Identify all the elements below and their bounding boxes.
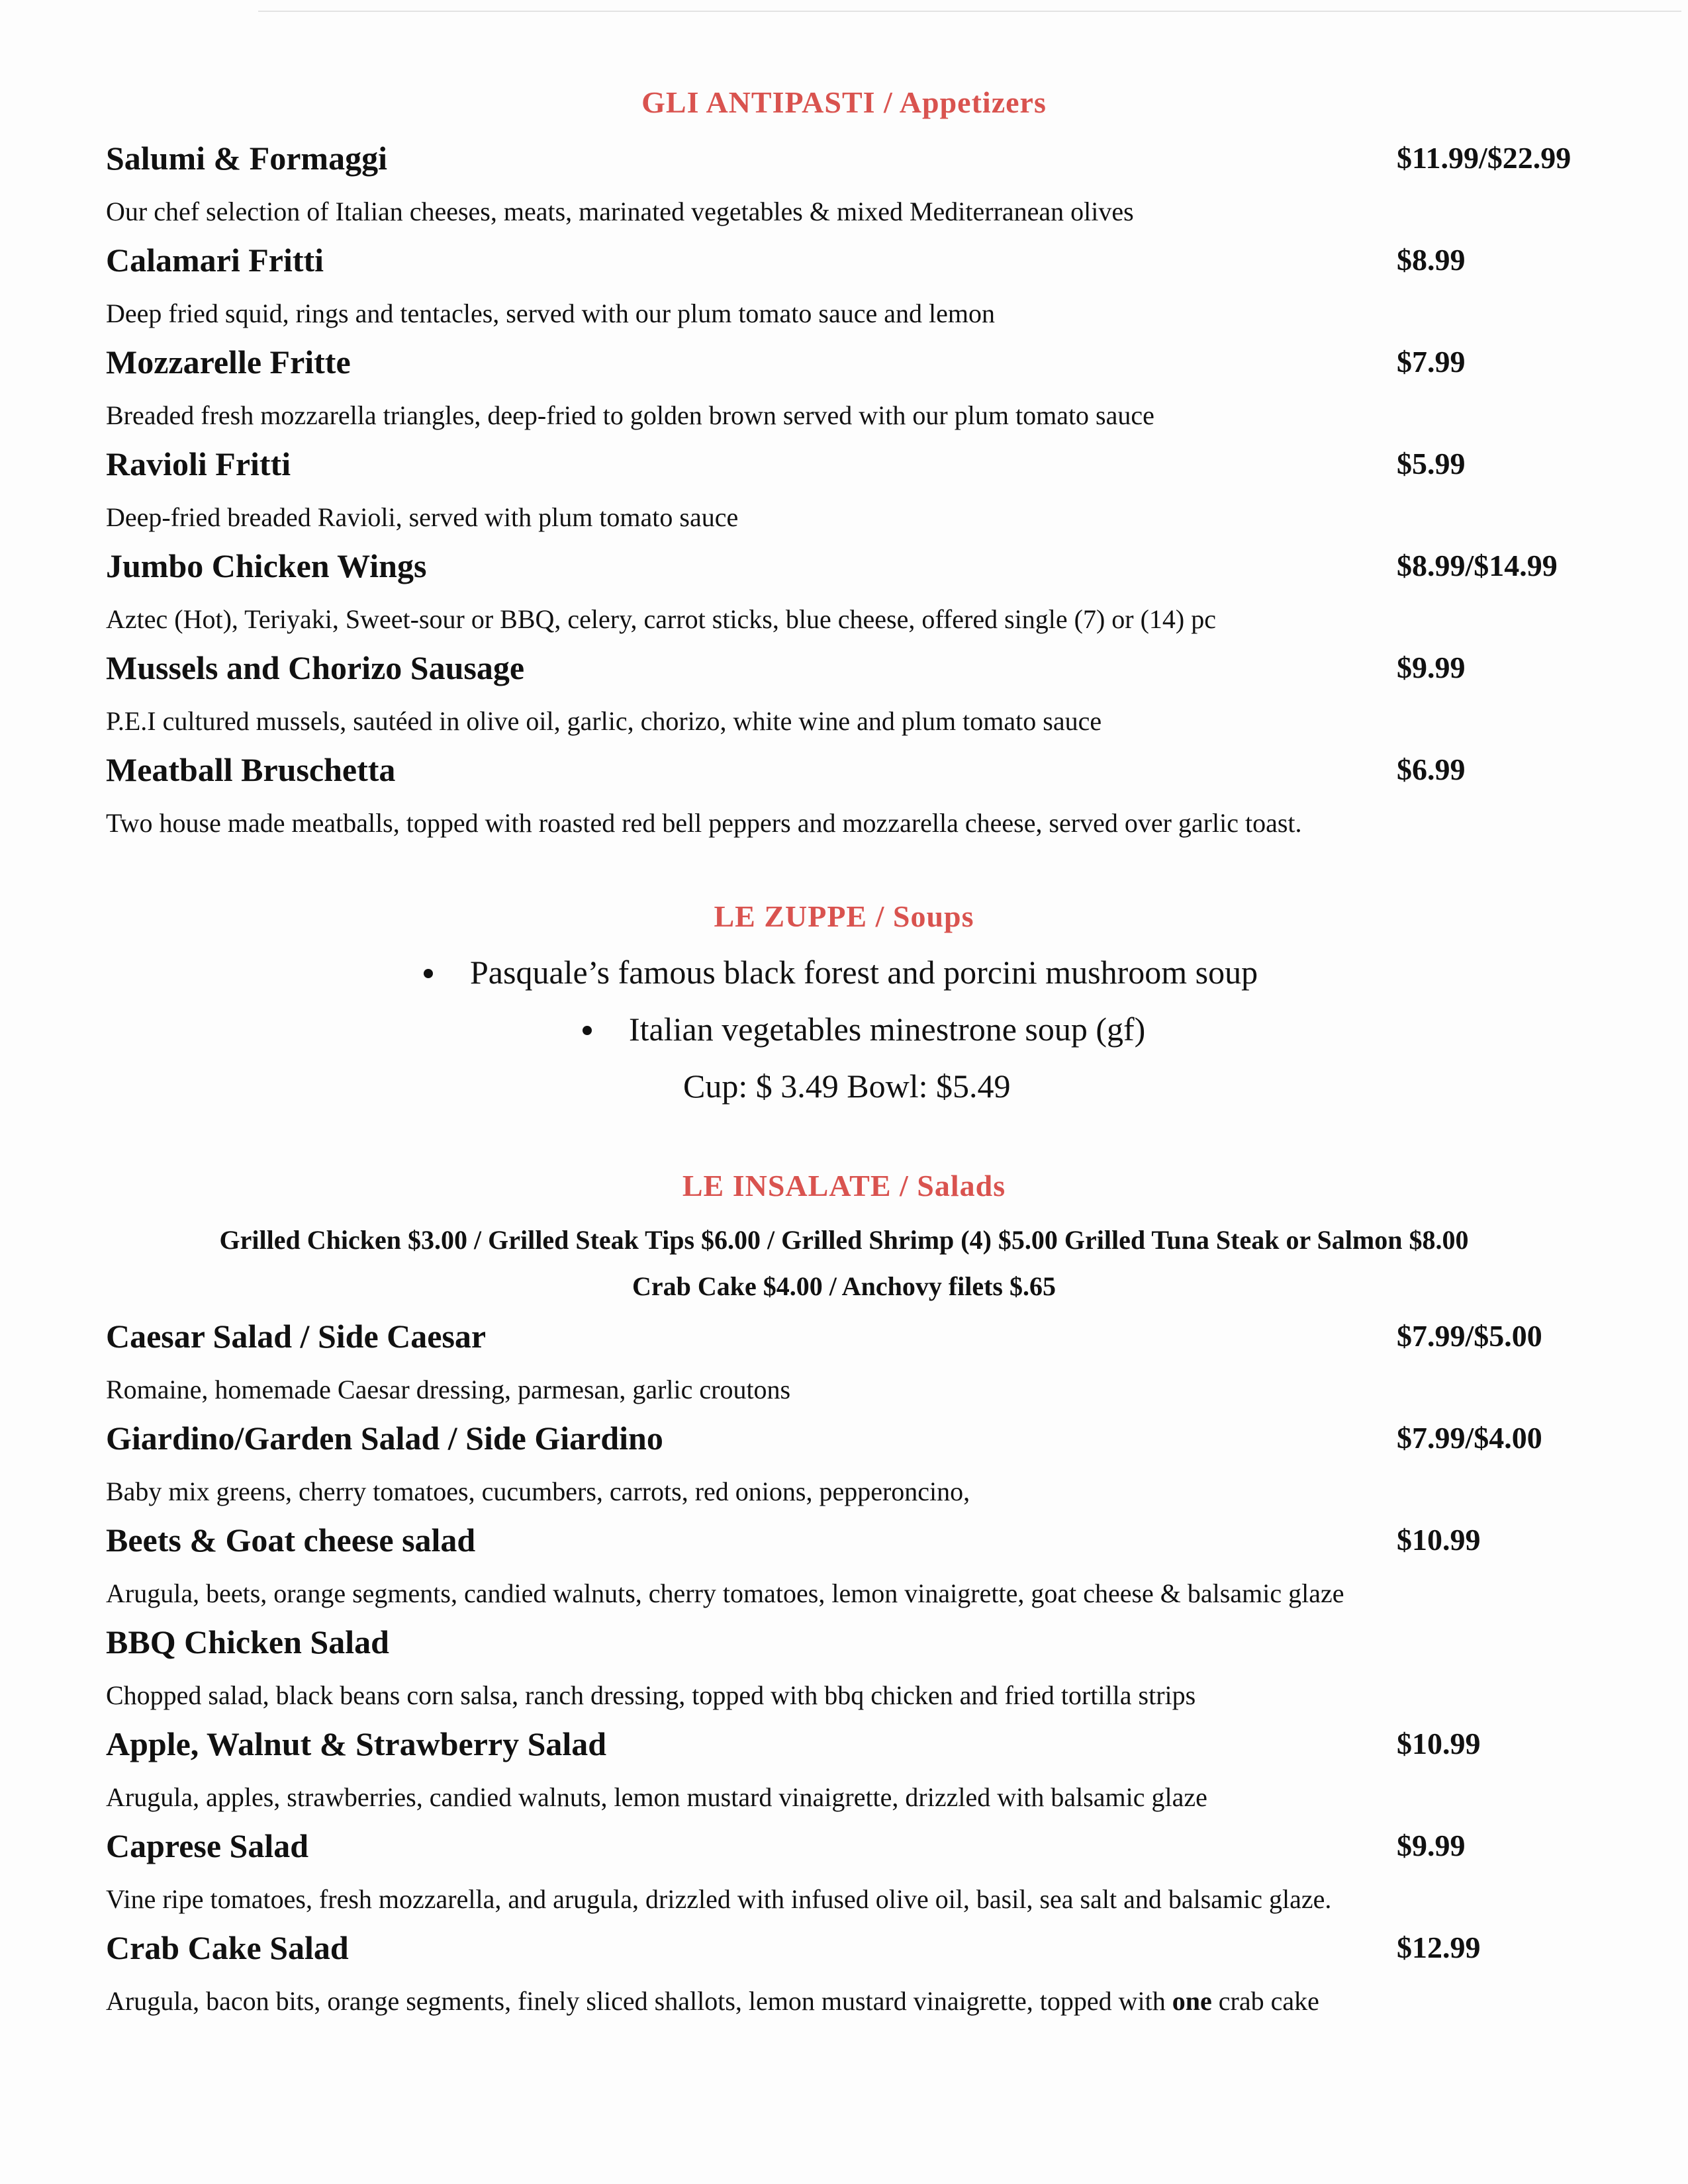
menu-item-description: Aztec (Hot), Teriyaki, Sweet-sour or BBQ, celery, carrot sticks, blue cheese, offered single (7) or (14) pc	[106, 604, 1216, 634]
menu-item-description: Our chef selection of Italian cheeses, meats, marinated vegetables & mixed Mediterranean olives	[106, 197, 1134, 226]
menu-item-description: P.E.I cultured mussels, sautéed in olive oil, garlic, chorizo, white wine and plum tomato sauce	[106, 706, 1102, 736]
menu-item-description	[106, 1985, 1319, 2017]
soup-name: Italian vegetables minestrone soup (gf)	[629, 1011, 1146, 1048]
menu-item-price: $9.99	[1397, 651, 1466, 684]
menu-item-price: $5.99	[1397, 447, 1466, 480]
salads-title: LE INSALATE / Salads	[682, 1169, 1006, 1203]
menu-item-name: Mozzarelle Fritte	[106, 343, 351, 381]
desc-text: Arugula, bacon bits, orange segments, finely sliced shallots, lemon mustard vinaigrette, topped with	[106, 1986, 1172, 2016]
soups-title: LE ZUPPE / Soups	[714, 899, 974, 933]
menu-item-name: Apple, Walnut & Strawberry Salad	[106, 1725, 607, 1762]
menu-item-description: Vine ripe tomatoes, fresh mozzarella, and arugula, drizzled with infused olive oil, basil, sea salt and balsamic glaze.	[106, 1884, 1332, 1914]
menu-item-name: Salumi & Formaggi	[106, 140, 387, 177]
menu-item-name: Mussels and Chorizo Sausage	[106, 649, 525, 686]
menu-item-price: $7.99/$4.00	[1397, 1421, 1542, 1455]
menu-item-price: $6.99	[1397, 752, 1466, 786]
desc-text: crab cake	[1211, 1986, 1319, 2016]
menu-item-description: Romaine, homemade Caesar dressing, parmesan, garlic croutons	[106, 1375, 791, 1404]
menu-item-price: $8.99/$14.99	[1397, 549, 1558, 582]
menu-item-description: Chopped salad, black beans corn salsa, ranch dressing, topped with bbq chicken and fried tortilla strips	[106, 1680, 1196, 1710]
soup-pricing: Cup: $ 3.49 Bowl: $5.49	[683, 1068, 1011, 1105]
menu-item-price: $8.99	[1397, 243, 1466, 277]
menu-item-price: $9.99	[1397, 1829, 1466, 1862]
menu-item-price: $10.99	[1397, 1523, 1481, 1557]
menu-item-name: Ravioli Fritti	[106, 445, 291, 482]
menu-item-description: Arugula, apples, strawberries, candied walnuts, lemon mustard vinaigrette, drizzled with balsamic glaze	[106, 1782, 1207, 1812]
menu-item-price: $7.99/$5.00	[1397, 1319, 1542, 1353]
menu-item-description: Deep-fried breaded Ravioli, served with plum tomato sauce	[106, 502, 739, 532]
menu-item-name: Caprese Salad	[106, 1827, 309, 1864]
menu-item-price: $11.99/$22.99	[1397, 141, 1571, 175]
menu-item-description: Arugula, beets, orange segments, candied walnuts, cherry tomatoes, lemon vinaigrette, goat cheese & balsamic glaze	[106, 1578, 1344, 1608]
menu-item-name: Caesar Salad / Side Caesar	[106, 1318, 487, 1355]
salad-addons-line: Grilled Chicken $3.00 / Grilled Steak Tips $6.00 / Grilled Shrimp (4) $5.00 Grilled Tuna Steak or Salmon $8.00	[219, 1225, 1469, 1255]
menu-item-name: Calamari Fritti	[106, 242, 324, 279]
bullet-icon	[583, 1026, 592, 1035]
bullet-icon	[424, 969, 433, 978]
menu-item-description: Breaded fresh mozzarella triangles, deep-fried to golden brown served with our plum tomato sauce	[106, 400, 1154, 430]
soup-list-item	[583, 1010, 1145, 1048]
menu-item-price: $10.99	[1397, 1727, 1481, 1760]
appetizers-title: GLI ANTIPASTI / Appetizers	[641, 85, 1047, 119]
menu-item-name: Giardino/Garden Salad / Side Giardino	[106, 1420, 663, 1457]
menu-item-name: Crab Cake Salad	[106, 1929, 349, 1966]
menu-item-name: BBQ Chicken Salad	[106, 1623, 389, 1661]
menu-item-name: Jumbo Chicken Wings	[106, 547, 427, 584]
soup-list-item	[424, 953, 1258, 991]
menu-item-name: Meatball Bruschetta	[106, 751, 396, 788]
menu-item-price: $12.99	[1397, 1931, 1481, 1964]
menu-item-name: Beets & Goat cheese salad	[106, 1522, 476, 1559]
desc-emphasis: one	[1172, 1986, 1212, 2016]
menu-item-description: Two house made meatballs, topped with roasted red bell peppers and mozzarella cheese, served over garlic toast.	[106, 808, 1302, 838]
scan-artifact-line	[258, 11, 1681, 12]
menu-item-price: $7.99	[1397, 345, 1466, 379]
soup-name: Pasquale’s famous black forest and porcini mushroom soup	[470, 954, 1258, 991]
salad-addons-line: Crab Cake $4.00 / Anchovy filets $.65	[632, 1271, 1056, 1301]
menu-item-description: Deep fried squid, rings and tentacles, served with our plum tomato sauce and lemon	[106, 298, 995, 328]
menu-item-description: Baby mix greens, cherry tomatoes, cucumbers, carrots, red onions, pepperoncino,	[106, 1477, 970, 1506]
